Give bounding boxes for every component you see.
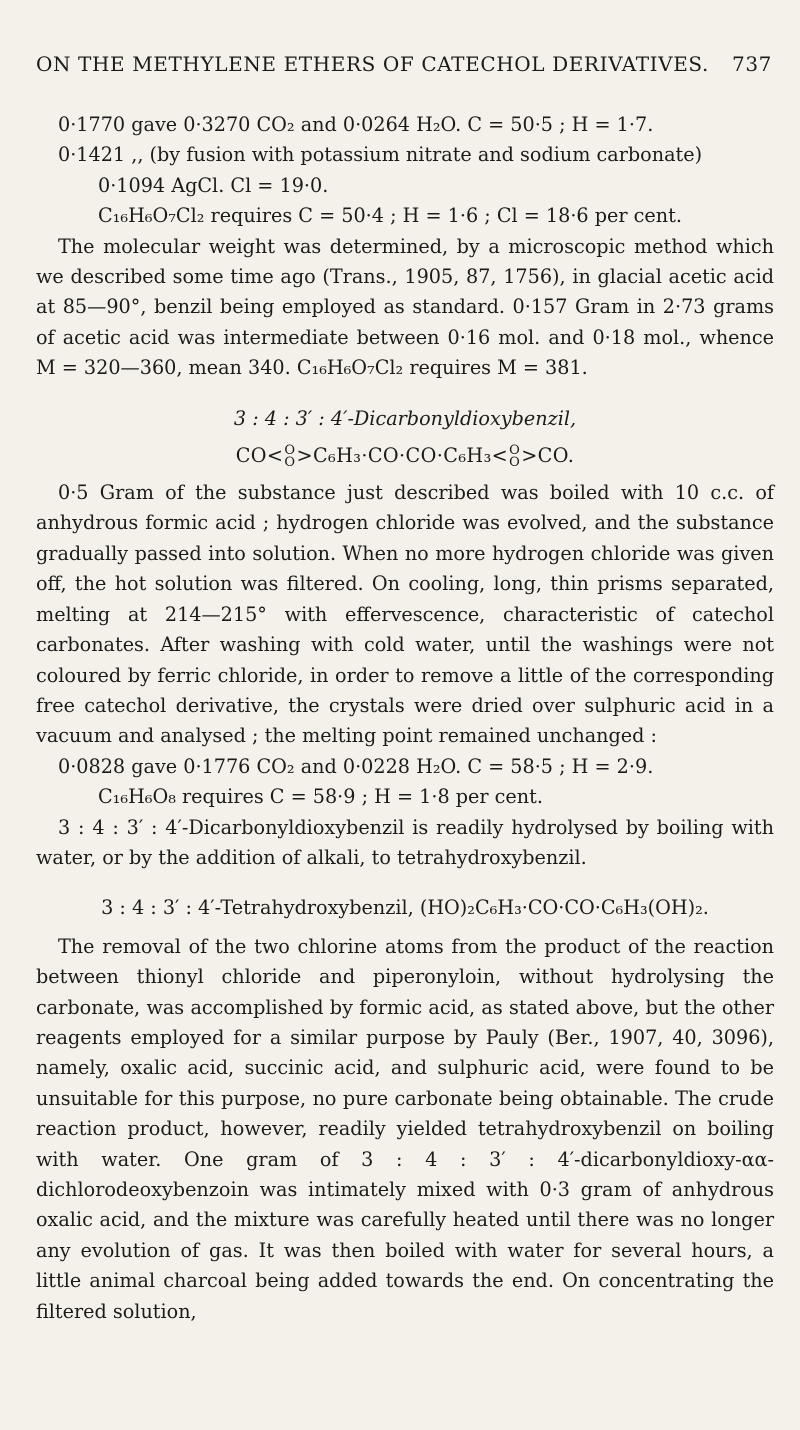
formula-requirement-line: C₁₆H₆O₇Cl₂ requires C = 50·4 ; H = 1·6 ; Cl = 18·6 per cent. [98, 204, 682, 228]
paragraph: 3 : 4 : 3′ : 4′-Dicarbonyldioxybenzil is readily hydrolysed by boiling with water, or by the addition of alkali, to tetrahydroxybenzil. [36, 815, 774, 869]
analysis-line: 0·0828 gave 0·1776 CO₂ and 0·0228 H₂O. C = 58·5 ; H = 2·9. [58, 754, 654, 778]
structural-formula [36, 434, 774, 478]
document-body [36, 110, 774, 1327]
page-number: 737 [732, 52, 772, 76]
formula-middle: >C₆H₃·CO·CO·C₆H₃< [296, 444, 509, 468]
formula-left: CO< [235, 444, 284, 468]
formula-right: >CO. [521, 444, 575, 468]
formula-requirement-line: C₁₆H₆O₈ requires C = 58·9 ; H = 1·8 per cent. [98, 785, 543, 809]
paragraph: 0·5 Gram of the substance just described was boiled with 10 c.c. of anhydrous formic acid ; hydrogen chloride was evolved, and the substance gradually passed into solution. When no more hydrogen chloride was given off, the hot solution was filtered. On cooling, long, thin prisms separated, melting at 214—215° with effervescence, characteristic of catechol carbonates. After washing with cold water, until the washings were not coloured by ferric chloride, in order to remove a little of the corresponding free catechol derivative, the crystals were dried over sulphuric acid in a vacuum and analysed ; the melting point remained unchanged : [36, 481, 774, 748]
ring-oxygens-left: O O [284, 443, 296, 471]
analysis-line: 0·1770 gave 0·3270 CO₂ and 0·0264 H₂O. C = 50·5 ; H = 1·7. [58, 113, 654, 136]
compound-heading: 3 : 4 : 3′ : 4′-Tetrahydroxybenzil, (HO)₂C₆H₃·CO·CO·C₆H₃(OH)₂. [101, 896, 709, 920]
paragraph: The removal of the two chlorine atoms from the product of the reaction between thionyl chloride and piperonyloin, without hydrolysing the carbonate, was accomplished by formic acid, as stated above, but the other reagents employed for a similar purpose by Pauly (Ber., 1907, 40, 3096), namely, oxalic acid, succinic acid, and sulphuric acid, were found to be unsuitable for this purpose, no pure carbonate being obtainable. The crude reaction product, however, readily yielded tetrahydroxybenzil on boiling with water. One gram of 3 : 4 : 3′ : 4′-dicarbonyldioxy-αα-dichlorodeoxybenzoin was intimately mixed with 0·3 gram of anhydrous oxalic acid, and the mixture was carefully heated until there was no longer any evolution of gas. It was then boiled with water for several hours, a little animal charcoal being added towards the end. On concentrating the filtered solution, [36, 934, 774, 1323]
compound-heading: 3 : 4 : 3′ : 4′-Dicarbonyldioxybenzil, [233, 406, 577, 430]
analysis-line: 0·1094 AgCl. Cl = 19·0. [98, 173, 329, 197]
paragraph: The molecular weight was determined, by a microscopic method which we described some time ago (Trans., 1905, 87, 1756), in glacial acetic acid at 85—90°, benzil being employed as standard. 0·157 Gram in 2·73 grams of acetic acid was intermediate between 0·16 mol. and 0·18 mol., whence M = 320—360, mean 340. C₁₆H₆O₇Cl₂ requires M = 381. [36, 234, 774, 380]
running-title: ON THE METHYLENE ETHERS OF CATECHOL DERIVATIVES. [36, 52, 709, 76]
ring-oxygens-right: O O [509, 443, 521, 471]
analysis-line: 0·1421 ,, (by fusion with potassium nitrate and sodium carbonate) [58, 143, 703, 167]
page-header [36, 52, 772, 76]
